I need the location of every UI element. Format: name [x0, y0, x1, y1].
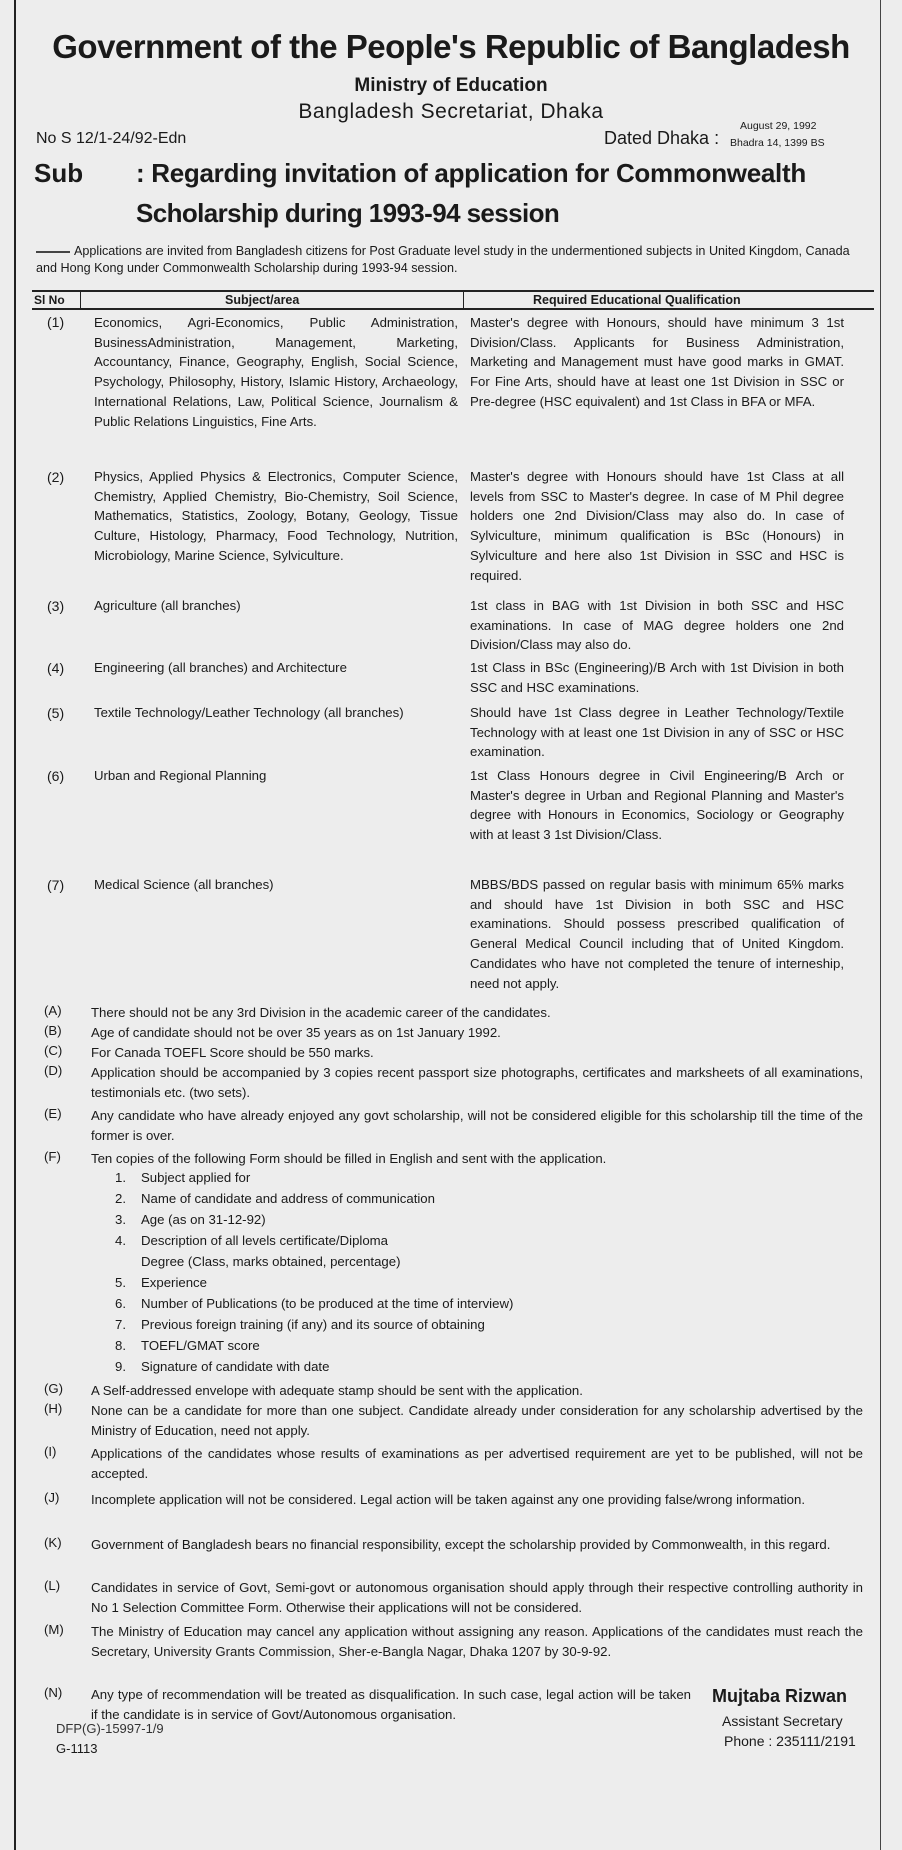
row-subject: Medical Science (all branches)	[94, 877, 274, 892]
form-item-text: TOEFL/GMAT score	[141, 1338, 260, 1353]
row-number: (3)	[47, 598, 65, 614]
note-text: A Self-addressed envelope with adequate stamp should be sent with the application.	[91, 1383, 583, 1398]
date-gregorian: August 29, 1992	[740, 120, 817, 132]
row-requirement: 1st class in BAG with 1st Division in both SSC and HSC examinations. In case of MAG degree holders one 2nd Division/Class may also do.	[470, 598, 844, 653]
form-item-text: Description of all levels certificate/Diploma	[141, 1233, 388, 1248]
note-label: (M)	[44, 1622, 64, 1637]
header-required-qualification: Required Educational Qualification	[533, 293, 741, 307]
note-text: Incomplete application will not be considered. Legal action will be taken against any one providing false/wrong information.	[91, 1492, 806, 1507]
intro-paragraph: Applications are invited from Bangladesh citizens for Post Graduate level study in the undermentioned subjects in United Kingdom, Canada and Hong Kong under Commonwealth Scholarship during 1993-94 session.	[36, 244, 850, 275]
signatory-phone: Phone : 235111/2191	[724, 1733, 856, 1749]
note-text: Government of Bangladesh bears no financial responsibility, except the scholarship provided by Commonwealth, in this regard.	[91, 1537, 831, 1552]
row-requirement: Master's degree with Honours, should have minimum 3 1st Division/Class. Applicants for Business Administration, Marketing and Management must have good marks in GMAT. For Fine Arts, should have at least one 1st Division in SSC or Pre-degree (HSC equivalent) and 1st Class in BFA or MFA.	[470, 315, 844, 409]
note-label: (L)	[44, 1578, 61, 1593]
form-item-number: 8.	[115, 1338, 126, 1353]
date-bangla: Bhadra 14, 1399 BS	[730, 137, 825, 149]
row-subject: Engineering (all branches) and Architecture	[94, 660, 347, 675]
row-number: (1)	[47, 314, 65, 330]
row-subject: Textile Technology/Leather Technology (all branches)	[94, 705, 404, 720]
subject-line-2: Scholarship during 1993-94 session	[136, 198, 560, 228]
form-item-text: Previous foreign training (if any) and its source of obtaining	[141, 1317, 485, 1332]
form-item-text: Signature of candidate with date	[141, 1359, 330, 1374]
row-subject: Urban and Regional Planning	[94, 768, 267, 783]
form-item-number: 2.	[115, 1191, 126, 1206]
ministry-name: Ministry of Education	[354, 75, 548, 96]
form-item-text: Experience	[141, 1275, 207, 1290]
reference-number: No S 12/1-24/92-Edn	[36, 130, 187, 147]
form-item-text: Degree (Class, marks obtained, percentage)	[141, 1254, 401, 1269]
note-label: (I)	[44, 1444, 57, 1459]
form-item-number: 7.	[115, 1317, 126, 1332]
note-text: None can be a candidate for more than one subject. Candidate already under consideration for any scholarship advertised by the Ministry of Education, need not apply.	[91, 1403, 863, 1438]
note-text: For Canada TOEFL Score should be 550 marks.	[91, 1045, 374, 1060]
note-label: (J)	[44, 1490, 60, 1505]
secretariat-address: Bangladesh Secretariat, Dhaka	[298, 100, 604, 123]
note-label: (A)	[44, 1003, 62, 1018]
table-col-divider	[80, 290, 81, 309]
form-item-number: 9.	[115, 1359, 126, 1374]
subject-line-1: : Regarding invitation of application for Commonwealth	[136, 158, 806, 188]
row-number: (7)	[47, 877, 65, 893]
page-title: Government of the People's Republic of Bangladesh	[52, 28, 850, 65]
note-text: Applications of the candidates whose results of examinations as per advertised requirement are yet to be published, will not be accepted.	[91, 1446, 863, 1481]
row-requirement: 1st Class Honours degree in Civil Engineering/B Arch or Master's degree in Urban and Regional Planning and Master's degree with Honours in Economics, Sociology or Geography with at least 3 1st Division/Class.	[470, 768, 844, 843]
dated-label: Dated Dhaka :	[604, 128, 720, 148]
form-item-number: 1.	[115, 1170, 126, 1185]
note-text: Candidates in service of Govt, Semi-govt or autonomous organisation should apply through their respective controlling authority in No 1 Selection Committee Form. Otherwise their applications will not be considered.	[91, 1580, 863, 1615]
row-number: (6)	[47, 768, 65, 784]
form-item-text: Age (as on 31-12-92)	[141, 1212, 266, 1227]
form-item-number: 5.	[115, 1275, 126, 1290]
note-text: There should not be any 3rd Division in the academic career of the candidates.	[91, 1005, 551, 1020]
row-subject: Physics, Applied Physics & Electronics, Computer Science, Chemistry, Applied Chemistry, Bio-Chemistry, Soil Science, Mathematics, Statistics, Zoology, Botany, Geology, Tissue Culture, Histology, Pharmacy, Food Technology, Nutrition, Microbiology, Marine Science, Sylviculture.	[94, 469, 458, 563]
note-text: Ten copies of the following Form should be filled in English and sent with the application.	[91, 1151, 607, 1166]
note-label: (G)	[44, 1381, 64, 1396]
row-requirement: Master's degree with Honours should have 1st Class at all levels from SSC to Master's degree. In case of M Phil degree holders one 2nd Division/Class may also do. In case of Sylviculture, minimum qualification is BSc (Honours) in Sylviculture and here also 1st Division in SSC and HSC is required.	[470, 469, 844, 583]
table-header-rule	[32, 308, 874, 310]
note-label: (H)	[44, 1401, 63, 1416]
form-item-text: Subject applied for	[141, 1170, 251, 1185]
row-number: (5)	[47, 705, 65, 721]
form-item-text: Number of Publications (to be produced at the time of interview)	[141, 1296, 514, 1311]
row-requirement: MBBS/BDS passed on regular basis with minimum 65% marks and should have 1st Division in both SSC and HSC examinations. Should possess prescribed qualification of General Medical Council including that of United Kingdom. Candidates who have not completed the tenure of interneship, need not apply.	[470, 877, 844, 991]
table-col-divider	[463, 290, 464, 309]
subject-label: Sub	[34, 158, 84, 188]
row-number: (4)	[47, 660, 65, 676]
row-requirement: 1st Class in BSc (Engineering)/B Arch with 1st Division in both SSC and HSC examinations.	[470, 660, 844, 695]
dfp-number: DFP(G)-15997-1/9	[56, 1721, 164, 1736]
note-label: (B)	[44, 1023, 62, 1038]
note-text: Age of candidate should not be over 35 years as on 1st January 1992.	[91, 1025, 501, 1040]
g-number: G-1113	[56, 1741, 98, 1756]
note-text: Any type of recommendation will be treated as disqualification. In such case, legal action will be taken if the candidate is in service of Govt/Autonomous organisation.	[91, 1687, 691, 1722]
row-requirement: Should have 1st Class degree in Leather Technology/Textile Technology with at least one 1st Division in any of SSC or HSC examination.	[470, 705, 844, 760]
header-sl-no: Sl No	[34, 293, 65, 307]
table-top-rule	[32, 290, 874, 292]
form-item-number: 3.	[115, 1212, 126, 1227]
form-item-number: 4.	[115, 1233, 126, 1248]
note-label: (E)	[44, 1106, 62, 1121]
row-number: (2)	[47, 469, 65, 485]
note-text: The Ministry of Education may cancel any application without assigning any reason. Applications of the candidates must reach the Secretary, University Grants Commission, Sher-e-Bangla Nagar, Dhaka 1207 by 30-9-92.	[91, 1624, 863, 1659]
signatory-designation: Assistant Secretary	[722, 1713, 843, 1729]
note-label: (C)	[44, 1043, 63, 1058]
note-text: Application should be accompanied by 3 copies recent passport size photographs, certificates and marksheets of all examinations, testimonials etc. (two sets).	[91, 1065, 863, 1100]
note-label: (N)	[44, 1685, 63, 1700]
note-label: (K)	[44, 1535, 62, 1550]
note-text: Any candidate who have already enjoyed any govt scholarship, will not be considered eligible for this scholarship till the time of the former is over.	[91, 1108, 863, 1143]
row-subject: Economics, Agri-Economics, Public Administration, BusinessAdministration, Management, Marketing, Accountancy, Finance, Geography, English, Social Science, Psychology, Philosophy, History, Islamic History, Archaeology, International Relations, Law, Political Science, Journalism & Public Relations Linguistics, Fine Arts.	[94, 315, 458, 429]
form-item-number: 6.	[115, 1296, 126, 1311]
form-item-text: Name of candidate and address of communication	[141, 1191, 435, 1206]
row-subject: Agriculture (all branches)	[94, 598, 241, 613]
note-label: (D)	[44, 1063, 63, 1078]
note-label: (F)	[44, 1149, 61, 1164]
signatory-name: Mujtaba Rizwan	[712, 1686, 848, 1706]
header-subject-area: Subject/area	[225, 293, 300, 307]
